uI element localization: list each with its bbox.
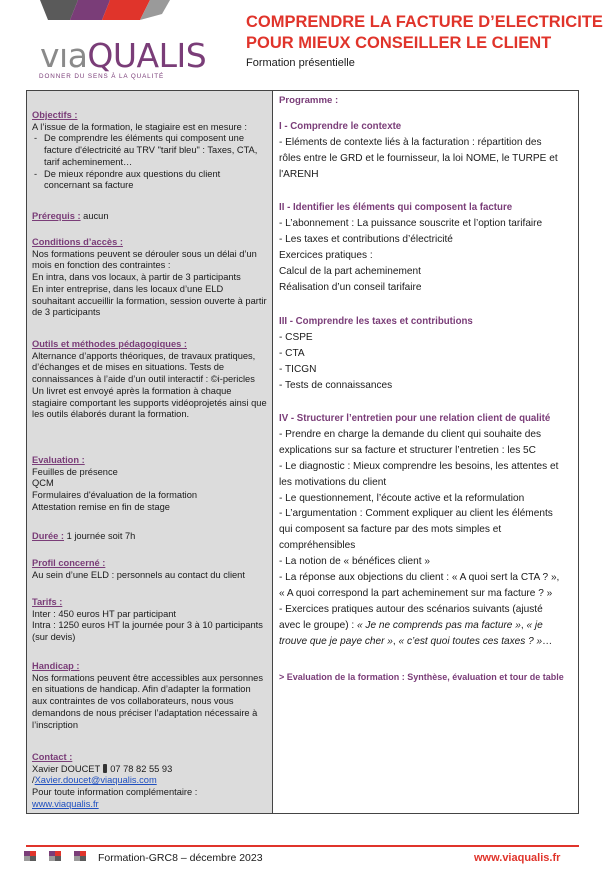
- section-3-line: - TICGN: [279, 363, 317, 375]
- programme-section-2: [279, 200, 574, 295]
- section-4-line: qui composent sa facture par des mots simples et: [279, 524, 502, 536]
- mini-logo-icon: [49, 851, 62, 862]
- mini-logo-icon: [24, 851, 37, 862]
- outils-line: Un livret est envoyé après la formation à chaque stagiaire comportant les supports vidéoprojetés ainsi que les outils élaborés durant la formation.: [32, 385, 267, 420]
- section-4-line: - L’argumentation : Comment expliquer au client les éléments: [279, 508, 553, 520]
- section-1-line: l'ARENH: [279, 168, 319, 180]
- evaluation-heading: Evaluation :: [32, 455, 85, 465]
- duree-section: [32, 531, 268, 543]
- section-2-heading: II - Identifier les éléments qui composent la facture: [279, 202, 513, 213]
- scenario-quote: « Je ne comprends pas ma facture »: [357, 619, 521, 631]
- contact-line: [32, 764, 268, 776]
- section-2-line: Réalisation d’un conseil tarifaire: [279, 281, 422, 293]
- section-1-line: - Eléments de contexte liés à la facturation : répartition des: [279, 136, 542, 148]
- tarifs-heading: Tarifs :: [32, 597, 63, 607]
- section-1-heading: I - Comprendre le contexte: [279, 121, 402, 132]
- programme-label-block: [279, 93, 574, 109]
- section-4-line: avec le groupe) :: [279, 619, 357, 631]
- prerequis-heading: Prérequis :: [32, 211, 81, 221]
- profil-heading: Profil concerné :: [32, 558, 106, 568]
- brand-prefix: vıa: [40, 36, 88, 75]
- title-line-2: POUR MIEUX CONSEILLER LE CLIENT: [246, 34, 552, 52]
- handicap-heading: Handicap :: [32, 661, 80, 671]
- tarifs-line: Intra : 1250 euros HT la journée pour 3 à 10 participants (sur devis): [32, 620, 263, 643]
- outils-section: [32, 339, 268, 421]
- objectifs-heading: Objectifs :: [32, 110, 78, 120]
- tarifs-line: Inter : 450 euros HT par participant: [32, 608, 177, 619]
- evaluation-line: Formulaires d'évaluation de la formation: [32, 490, 198, 501]
- brand-logo: [40, 36, 206, 75]
- section-3-line: - Tests de connaissances: [279, 379, 393, 391]
- contact-email-link[interactable]: Xavier.doucet@viaqualis.com: [34, 775, 157, 786]
- section-4-line: compréhensibles: [279, 540, 356, 552]
- section-2-line: - L’abonnement : La puissance souscrite et l’option tarifaire: [279, 217, 543, 229]
- section-4-heading: IV - Structurer l’entretien pour une relation client de qualité: [279, 413, 551, 424]
- profil-value: Au sein d’une ELD : personnels au contact du client: [32, 569, 245, 580]
- logo-graphic: [30, 0, 180, 26]
- programme-column: [273, 91, 578, 813]
- footer-website-link[interactable]: www.viaqualis.fr: [474, 852, 561, 864]
- section-2-line: - Les taxes et contributions d’électricité: [279, 233, 453, 245]
- profil-section: [32, 558, 268, 581]
- conditions-section: [32, 237, 268, 319]
- contact-name: Xavier DOUCET: [32, 763, 101, 774]
- brand-tagline: DONNER DU SENS À LA QUALITÉ: [39, 73, 165, 80]
- contact-heading: Contact :: [32, 752, 73, 762]
- contact-section: [32, 752, 268, 811]
- quote-separator: ,: [520, 619, 527, 631]
- evaluation-section: [32, 455, 268, 514]
- programme-label: Programme :: [279, 95, 339, 106]
- mini-logo-icon: [74, 851, 87, 862]
- contact-email-line: [32, 775, 268, 787]
- evaluation-line: Attestation remise en fin de stage: [32, 501, 170, 512]
- content-table: [26, 90, 579, 814]
- conditions-heading: Conditions d’accès :: [32, 237, 123, 247]
- footer-reference: Formation-GRC8 – décembre 2023: [98, 852, 263, 864]
- evaluation-line: Feuilles de présence: [32, 466, 118, 477]
- section-4-line: - La notion de « bénéfices client »: [279, 556, 430, 568]
- section-4-line: - Le diagnostic : Mieux comprendre les besoins, les attentes et: [279, 460, 559, 472]
- evaluation-summary-text: > Evaluation de la formation : Synthèse, évaluation et tour de table: [279, 672, 564, 682]
- conditions-line: En intra, dans vos locaux, à partir de 3 participants: [32, 272, 241, 283]
- footer-divider: [26, 845, 579, 847]
- section-3-heading: III - Comprendre les taxes et contributions: [279, 316, 473, 327]
- section-2-line: Calcul de la part acheminement: [279, 265, 421, 277]
- section-1-line: rôles entre le GRD et le fournisseur, la loi NOME, le TURPE et: [279, 152, 558, 164]
- objectifs-list: [32, 133, 268, 192]
- scenario-quote: trouve que je paye cher »: [279, 635, 393, 647]
- handicap-text: Nos formations peuvent être accessibles aux personnes en situations de handicap. Afin d’adapter la formation aux contraintes de vos collaborateurs, nous vous demandons de nous préciser l’adaptation nécessaire à l’inscription: [32, 672, 263, 730]
- section-4-line: - La réponse aux objections du client : « A quoi sert la CTA ? »,: [279, 572, 560, 584]
- section-4-line: « A quoi correspond la part acheminement sur ma facture ? »: [279, 587, 553, 599]
- quote-separator: ,: [392, 635, 399, 647]
- section-4-line: explications sur sa facture et structurer l’entretien : les 5C: [279, 444, 536, 456]
- ellipsis: …: [542, 635, 553, 647]
- section-4-scenario-line: [279, 618, 574, 634]
- conditions-line: Nos formations peuvent se dérouler sous un délai d’un mois en fonction des contraintes :: [32, 248, 257, 271]
- section-3-line: - CSPE: [279, 331, 313, 343]
- tarifs-section: [32, 597, 268, 644]
- section-4-line: - Exercices pratiques autour des scénarios suivants (ajusté: [279, 603, 543, 615]
- contact-info-text: Pour toute information complémentaire :: [32, 787, 198, 798]
- objectifs-intro: A l’issue de la formation, le stagiaire est en mesure :: [32, 121, 247, 132]
- scenario-quote: « c’est quoi toutes ces taxes ? »: [398, 635, 543, 647]
- title-line-1: COMPRENDRE LA FACTURE D’ELECTRICITE: [246, 13, 603, 31]
- section-4-line: - Le questionnement, l’écoute active et la reformulation: [279, 492, 525, 504]
- page-title: [246, 12, 603, 54]
- conditions-line: En inter entreprise, dans les locaux d’une ELD souhaitant accueillir la formation, session ouverte à partir de 3 participants: [32, 283, 267, 318]
- duree-value: 1 journée soit 7h: [64, 531, 136, 541]
- page-subtitle: Formation présentielle: [246, 57, 355, 69]
- email-separator: /: [32, 775, 35, 786]
- outils-heading: Outils et méthodes pédagogiques :: [32, 339, 187, 349]
- prerequis-value: aucun: [80, 211, 109, 221]
- outils-line: Alternance d’apports théoriques, de travaux pratiques, d’échanges et de mises en situations. Tests de connaissances à l’aide d’un outil interactif : ©i-pericles: [32, 350, 256, 385]
- website-link[interactable]: www.viaqualis.fr: [32, 798, 99, 809]
- scenario-quote: « je: [526, 619, 543, 631]
- contact-phone: 07 78 82 55 93: [110, 763, 173, 774]
- section-4-line: - Prendre en charge la demande du client qui souhaite des: [279, 428, 542, 440]
- section-4-scenario-line: [279, 634, 574, 650]
- section-4-line: les motivations du client: [279, 476, 387, 488]
- handicap-section: [32, 661, 268, 731]
- evaluation-summary: [279, 670, 574, 686]
- programme-section-3: [279, 314, 574, 394]
- objectif-item: - De comprendre les éléments qui composent une facture d'électricité au TRV "tarif bleu" : Taxes, CTA, tarif acheminement…: [42, 133, 268, 168]
- section-3-line: - CTA: [279, 347, 305, 359]
- programme-section-1: [279, 119, 574, 183]
- section-2-line: Exercices pratiques :: [279, 249, 373, 261]
- duree-heading: Durée :: [32, 531, 65, 541]
- phone-icon: [103, 764, 107, 773]
- prerequis-section: [32, 211, 268, 223]
- objectif-item: - De mieux répondre aux questions du client concernant sa facture: [42, 169, 268, 192]
- objectifs-section: [32, 110, 268, 192]
- programme-section-4: [279, 411, 574, 650]
- brand-main: QUALIS: [87, 36, 207, 75]
- info-column: [27, 91, 273, 813]
- evaluation-line: QCM: [32, 478, 54, 489]
